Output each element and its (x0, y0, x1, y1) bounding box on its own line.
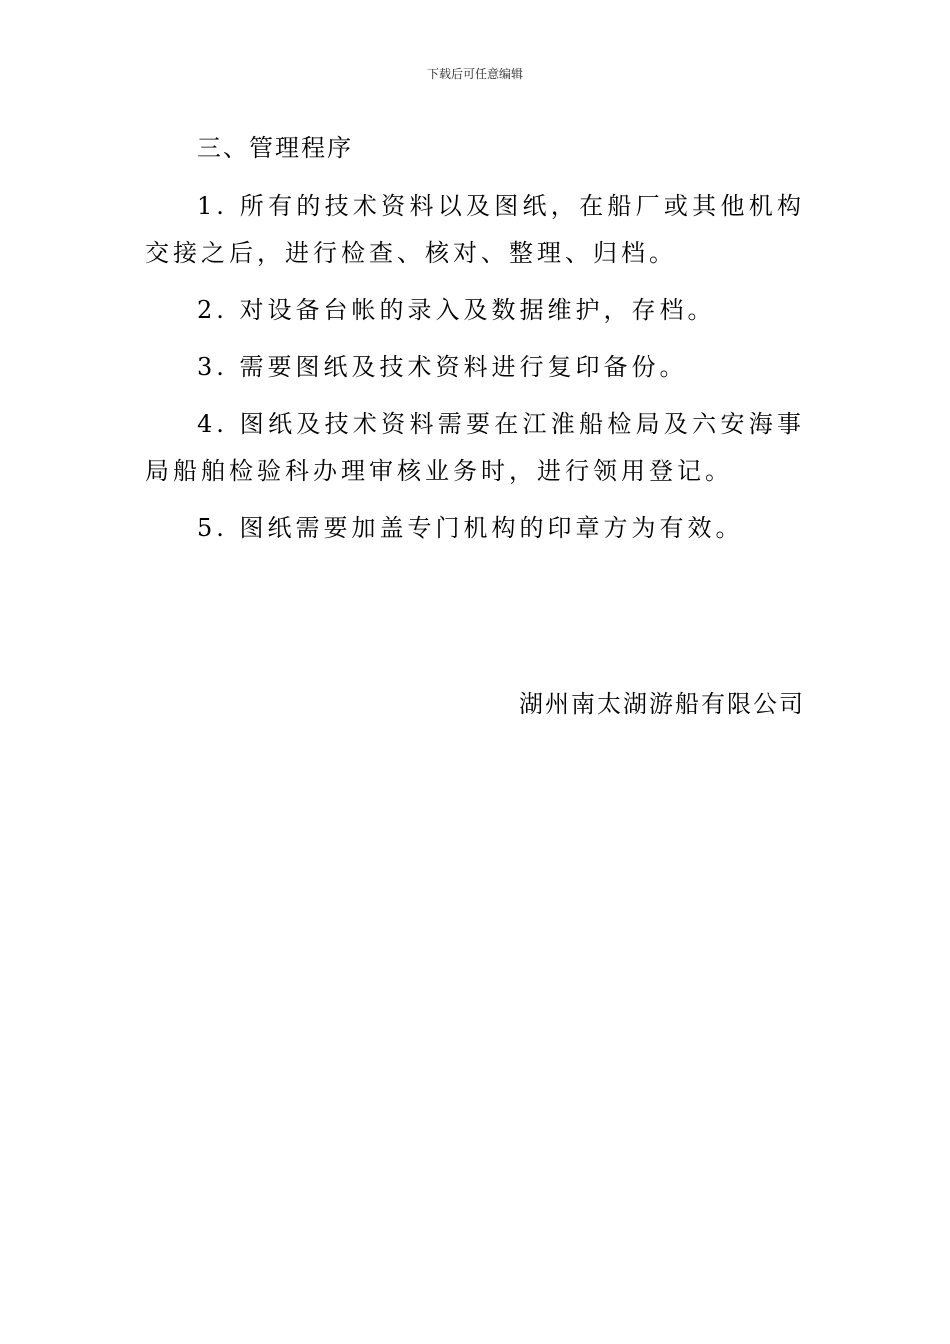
paragraph-3: 3. 需要图纸及技术资料进行复印备份。 (197, 353, 688, 381)
company-signature: 湖州南太湖游船有限公司 (519, 690, 805, 718)
paragraph-1: 1. 所有的技术资料以及图纸，在船厂或其他机构交接之后，进行检查、核对、整理、归档。 (145, 192, 805, 267)
section-title: 三、管理程序 (197, 134, 353, 162)
paragraph-2: 2. 对设备台帐的录入及数据维护，存档。 (197, 296, 716, 324)
paragraph-5: 5. 图纸需要加盖专门机构的印章方为有效。 (197, 514, 744, 542)
paragraph-4: 4. 图纸及技术资料需要在江淮船检局及六安海事局船舶检验科办理审核业务时，进行领用登记。 (145, 410, 805, 485)
document-body (145, 128, 805, 562)
page-header: 下载后可任意编辑 (426, 67, 523, 81)
